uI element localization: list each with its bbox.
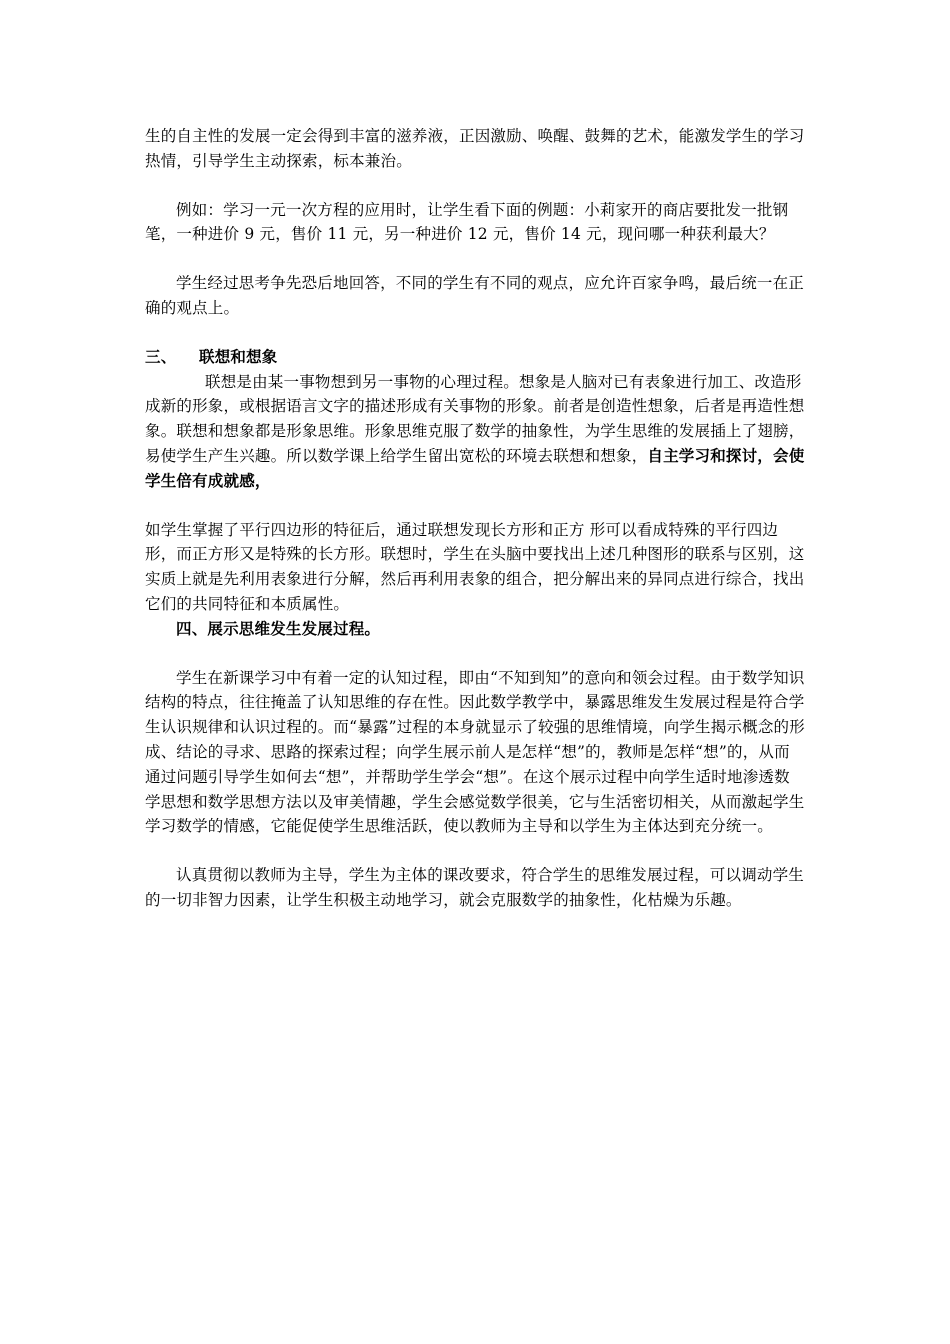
section-number: 三、 bbox=[145, 347, 177, 366]
paragraph-conclusion: 认真贯彻以教师为主导，学生为主体的课改要求，符合学生的思维发展过程，可以调动学生的一切非智力因素，让学生积极主动地学习，就会克服数学的抽象性，化枯燥为乐趣。 bbox=[145, 866, 805, 909]
paragraph-example: 例如：学习一元一次方程的应用时，让学生看下面的例题：小莉家开的商店要批发一批钢笔，一种进价 9 元，售价 11 元，另一种进价 12 元，售价 14 元，现问哪一种获利最大？ bbox=[145, 200, 789, 244]
paragraph-student-answer: 学生经过思考争先恐后地回答，不同的学生有不同的观点，应允许百家争鸣，最后统一在正确的观点上。 bbox=[145, 274, 805, 317]
document-page bbox=[145, 124, 805, 913]
paragraph-association-bold: 自主学习和探讨，会使学生倍有成就感， bbox=[145, 446, 805, 490]
paragraph-parallelogram: 如学生掌握了平行四边形的特征后，通过联想发现长方形和正方 形可以看成特殊的平行四边形，而正方形又是特殊的长方形。联想时，学生在头脑中要找出上述几种图形的联系与区别，这实质上就是先利用表象进行分解，然后再利用表象的组合，把分解出来的异同点进行综合，找出它们的共同特征和本质属性。 bbox=[145, 520, 805, 613]
section-heading-3 bbox=[145, 345, 805, 370]
paragraph-thinking-process: 学生在新课学习中有着一定的认知过程，即由“不知到知”的意向和领会过程。由于数学知识结构的特点，往往掩盖了认知思维的存在性。因此数学教学中，暴露思维发生发展过程是符合学生认识规律和认识过程的。而“暴露”过程的本身就显示了较强的思维情境，向学生揭示概念的形成、结论的寻求、思路的探索过程；向学生展示前人是怎样“想”的，教师是怎样“想”的，从而通过问题引导学生如何去“想”，并帮助学生学会“想”。在这个展示过程中向学生适时地渗透数学思想和数学思想方法以及审美情趣，学生会感觉数学很美，它与生活密切相关，从而激起学生学习数学的情感，它能促使学生思维活跃，使以教师为主导和以学生为主体达到充分统一。 bbox=[145, 668, 805, 836]
section-heading-4: 四、展示思维发生发展过程。 bbox=[176, 619, 381, 638]
paragraph-intro: 生的自主性的发展一定会得到丰富的滋养液，正因激励、唤醒、鼓舞的艺术，能激发学生的学习热情，引导学生主动探索，标本兼治。 bbox=[145, 127, 805, 170]
section-title: 联想和想象 bbox=[199, 347, 278, 366]
paragraph-association bbox=[145, 370, 805, 494]
paragraph-association-text: 联想是由某一事物想到另一事物的心理过程。想象是人脑对已有表象进行加工、改造形成新的形象，或根据语言文字的描述形成有关事物的形象。前者是创造性想象，后者是再造性想象。联想和想象都是形象思维。形象思维克服了数学的抽象性，为学生思维的发展插上了翅膀，易使学生产生兴趣。所以数学课上给学生留出宽松的环境去联想和想象， bbox=[145, 372, 805, 465]
